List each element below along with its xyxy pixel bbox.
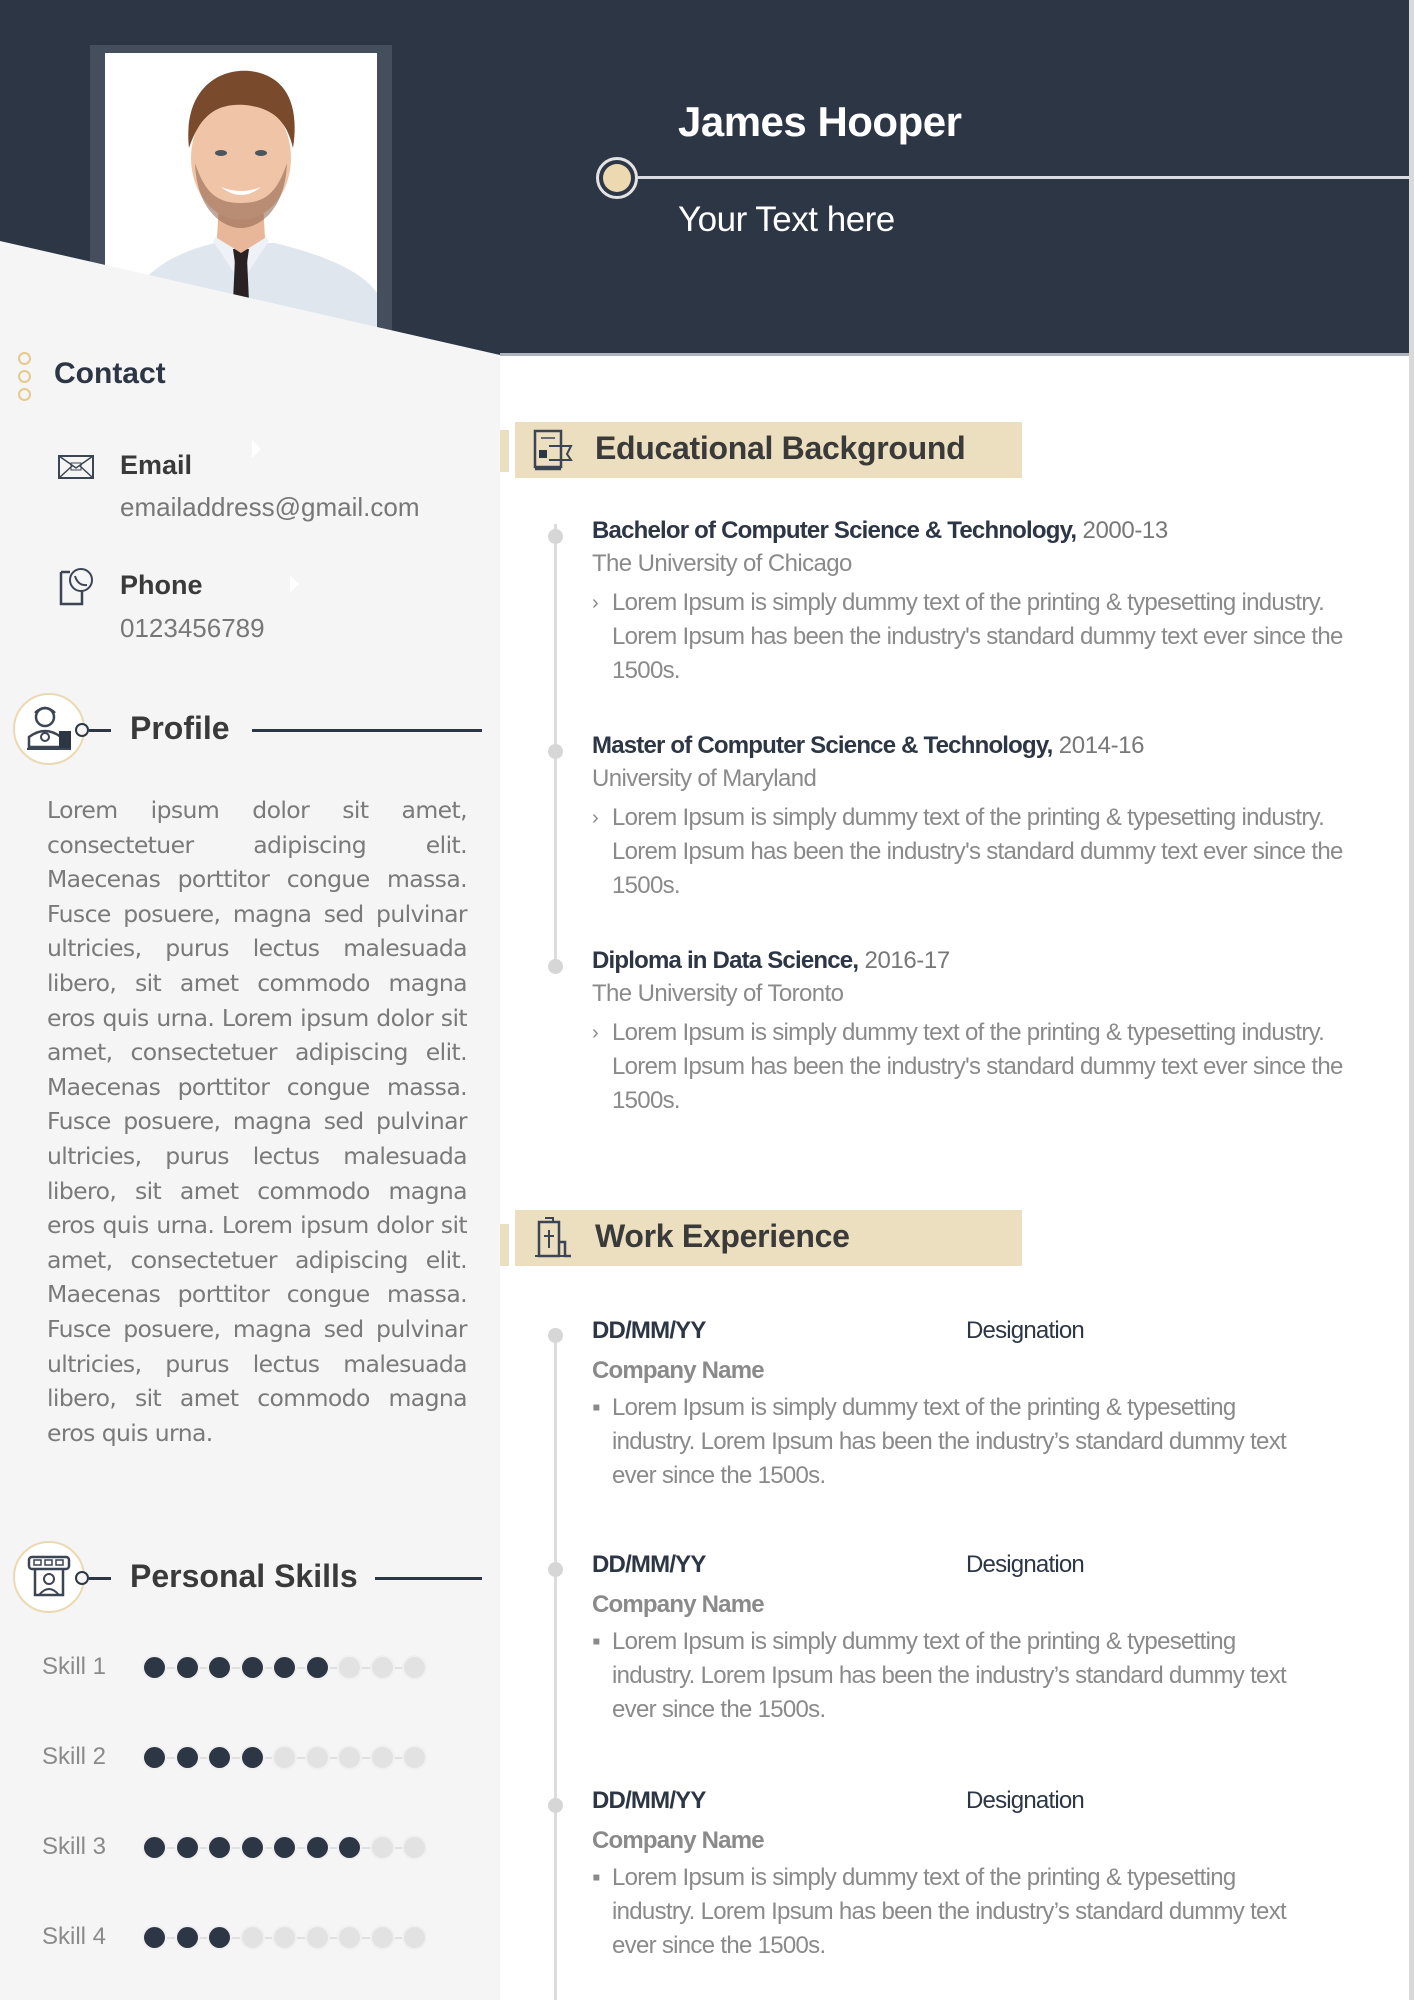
skill-label: Skill 3 [42, 1833, 107, 1860]
timeline-dot [548, 1798, 563, 1813]
rating-dot-filled-icon [339, 1837, 360, 1858]
skills-heading: Personal Skills [130, 1558, 358, 1594]
rating-dot-filled-icon [144, 1747, 165, 1768]
chevron-bullet-icon: › [592, 1022, 598, 1044]
skill-rating [144, 1657, 437, 1678]
square-bullet-icon: ▪ [592, 1864, 600, 1891]
skill-rating [144, 1927, 437, 1948]
rating-dot-filled-icon [177, 1747, 198, 1768]
profile-heading-rule [252, 729, 482, 732]
rating-dot-empty-icon [372, 1927, 393, 1948]
rating-dot-filled-icon [177, 1927, 198, 1948]
company-name: Company Name [592, 1357, 764, 1384]
rating-dot-filled-icon [144, 1837, 165, 1858]
work-timeline [554, 1330, 557, 2000]
skill-label: Skill 4 [42, 1923, 107, 1950]
contact-dots-icon [18, 352, 32, 406]
description-text: Lorem Ipsum is simply dummy text of the printing & typesetting industry. Lorem Ipsum has been the industry's standard dummy text ever since the 1500s. [612, 804, 1343, 899]
rating-dot-empty-icon [339, 1747, 360, 1768]
email-value[interactable]: emailaddress@gmail.com [120, 492, 420, 522]
rating-dot-empty-icon [372, 1747, 393, 1768]
degree-name: Master of Computer Science & Technology, [592, 732, 1053, 759]
chevron-bullet-icon: › [592, 807, 598, 829]
work-building-icon [531, 1216, 575, 1260]
rating-dot-empty-icon [404, 1747, 425, 1768]
work-section-header [515, 1210, 1022, 1266]
profile-connector-line [89, 729, 111, 732]
work-heading: Work Experience [595, 1218, 850, 1254]
degree-name: Diploma in Data Science, [592, 947, 859, 974]
candidate-subtitle: Your Text here [678, 200, 895, 239]
company-name: Company Name [592, 1591, 764, 1618]
rating-dot-empty-icon [274, 1927, 295, 1948]
skills-connector-line [89, 1577, 111, 1580]
square-bullet-icon: ▪ [592, 1394, 600, 1421]
rating-dot-filled-icon [274, 1657, 295, 1678]
work-description [592, 1861, 1312, 1963]
education-description [592, 801, 1382, 903]
profile-person-icon [25, 703, 75, 755]
work-item [592, 1551, 1312, 1727]
work-band-stub [500, 1224, 509, 1266]
education-item [592, 947, 1382, 1118]
work-item-header [592, 1317, 1312, 1345]
school-name: The University of Toronto [592, 980, 844, 1007]
square-bullet-icon: ▪ [592, 1628, 600, 1655]
skill-rating [144, 1747, 437, 1768]
education-item [592, 517, 1382, 688]
page-right-border [1409, 0, 1414, 2000]
skill-rating [144, 1837, 437, 1858]
skills-heading-rule [375, 1577, 482, 1580]
rating-dot-filled-icon [242, 1837, 263, 1858]
education-description [592, 586, 1382, 688]
description-text: Lorem Ipsum is simply dummy text of the printing & typesetting industry. Lorem Ipsum has been the industry’s standard dummy text ever since the 1500s. [612, 1628, 1286, 1723]
education-description [592, 1016, 1382, 1118]
skill-row [42, 1652, 437, 1682]
rating-dot-filled-icon [307, 1657, 328, 1678]
work-date: DD/MM/YY [592, 1787, 706, 1814]
work-item [592, 1317, 1312, 1493]
degree-title [592, 732, 1382, 760]
school-name: University of Maryland [592, 765, 817, 792]
header-bottom-border [500, 353, 1409, 356]
rating-dot-empty-icon [404, 1837, 425, 1858]
rating-dot-filled-icon [177, 1837, 198, 1858]
skill-row [42, 1742, 437, 1772]
phone-pointer [290, 575, 299, 593]
timeline-dot [548, 1328, 563, 1343]
rating-dot-filled-icon [177, 1657, 198, 1678]
skill-label: Skill 2 [42, 1743, 107, 1770]
timeline-dot [548, 529, 563, 544]
skills-connector-dot [75, 1571, 89, 1585]
education-band-stub [500, 430, 509, 472]
degree-years: 2000-13 [1076, 517, 1168, 544]
rating-dot-empty-icon [404, 1927, 425, 1948]
rating-dot-empty-icon [274, 1747, 295, 1768]
contact-heading: Contact [54, 357, 166, 390]
email-label: Email [120, 450, 193, 480]
skill-label: Skill 1 [42, 1653, 107, 1680]
rating-dot-empty-icon [339, 1657, 360, 1678]
company-name: Company Name [592, 1827, 764, 1854]
description-text: Lorem Ipsum is simply dummy text of the printing & typesetting industry. Lorem Ipsum has been the industry’s standard dummy text ever since the 1500s. [612, 1394, 1286, 1489]
work-designation: Designation [966, 1787, 1084, 1814]
education-item [592, 732, 1382, 903]
degree-name: Bachelor of Computer Science & Technology, [592, 517, 1077, 544]
phone-icon [58, 566, 94, 606]
timeline-dot [548, 1562, 563, 1577]
envelope-icon [58, 452, 94, 482]
rating-dot-filled-icon [274, 1837, 295, 1858]
rating-dot-empty-icon [372, 1657, 393, 1678]
rating-dot-filled-icon [242, 1747, 263, 1768]
work-item-header [592, 1551, 1312, 1579]
rating-dot-empty-icon [339, 1927, 360, 1948]
chevron-bullet-icon: › [592, 592, 598, 614]
education-section-header [515, 422, 1022, 478]
rating-dot-empty-icon [307, 1927, 328, 1948]
degree-title [592, 947, 1382, 975]
education-heading: Educational Background [595, 430, 966, 466]
profile-heading: Profile [130, 710, 230, 746]
phone-value[interactable]: 0123456789 [120, 613, 265, 643]
profile-connector-dot [75, 723, 89, 737]
profile-summary-text: Lorem ipsum dolor sit amet, consectetuer adipiscing elit. Maecenas porttitor congue massa. Fusce posuere, magna sed pulvinar ultricies, purus lectus malesuada libero, sit amet commodo magna eros quis urna. Lorem ipsum dolor sit amet, consectetuer adipiscing elit. Maecenas porttitor congue massa. Fusce posuere, magna sed pulvinar ultricies, purus lectus malesuada libero, sit amet commodo magna eros quis urna. Lorem ipsum dolor sit amet, consectetuer adipiscing elit. Maecenas porttitor congue massa. Fusce posuere, magna sed pulvinar ultricies, purus lectus malesuada libero, sit amet commodo magna eros quis urna. [47, 796, 467, 1447]
rating-dot-filled-icon [242, 1657, 263, 1678]
description-text: Lorem Ipsum is simply dummy text of the printing & typesetting industry. Lorem Ipsum has been the industry’s standard dummy text ever since the 1500s. [612, 1864, 1286, 1959]
title-marker-dot [596, 157, 638, 199]
candidate-name: James Hooper [678, 98, 962, 145]
education-certificate-icon [531, 428, 575, 472]
description-text: Lorem Ipsum is simply dummy text of the printing & typesetting industry. Lorem Ipsum has been the industry's standard dummy text ever since the 1500s. [612, 589, 1343, 684]
timeline-dot [548, 959, 563, 974]
degree-years: 2014-16 [1052, 732, 1145, 759]
email-pointer [252, 440, 261, 458]
rating-dot-filled-icon [209, 1657, 230, 1678]
description-text: Lorem Ipsum is simply dummy text of the printing & typesetting industry. Lorem Ipsum has been the industry's standard dummy text ever since the 1500s. [612, 1019, 1343, 1114]
rating-dot-filled-icon [144, 1927, 165, 1948]
skill-row [42, 1832, 437, 1862]
school-name: The University of Chicago [592, 550, 852, 577]
work-date: DD/MM/YY [592, 1551, 706, 1578]
work-description [592, 1625, 1312, 1727]
rating-dot-empty-icon [372, 1837, 393, 1858]
rating-dot-filled-icon [209, 1747, 230, 1768]
work-description [592, 1391, 1312, 1493]
rating-dot-filled-icon [209, 1927, 230, 1948]
work-designation: Designation [966, 1317, 1084, 1344]
timeline-dot [548, 744, 563, 759]
work-date: DD/MM/YY [592, 1317, 706, 1344]
phone-label: Phone [120, 570, 203, 600]
rating-dot-empty-icon [404, 1657, 425, 1678]
work-designation: Designation [966, 1551, 1084, 1578]
degree-title [592, 517, 1382, 545]
title-divider-line [638, 176, 1409, 179]
work-item [592, 1787, 1312, 1963]
skills-person-icon [25, 1551, 75, 1603]
rating-dot-filled-icon [144, 1657, 165, 1678]
skill-row [42, 1922, 437, 1952]
rating-dot-empty-icon [307, 1747, 328, 1768]
degree-years: 2016-17 [858, 947, 950, 974]
work-item-header [592, 1787, 1312, 1815]
rating-dot-empty-icon [242, 1927, 263, 1948]
rating-dot-filled-icon [307, 1837, 328, 1858]
rating-dot-filled-icon [209, 1837, 230, 1858]
